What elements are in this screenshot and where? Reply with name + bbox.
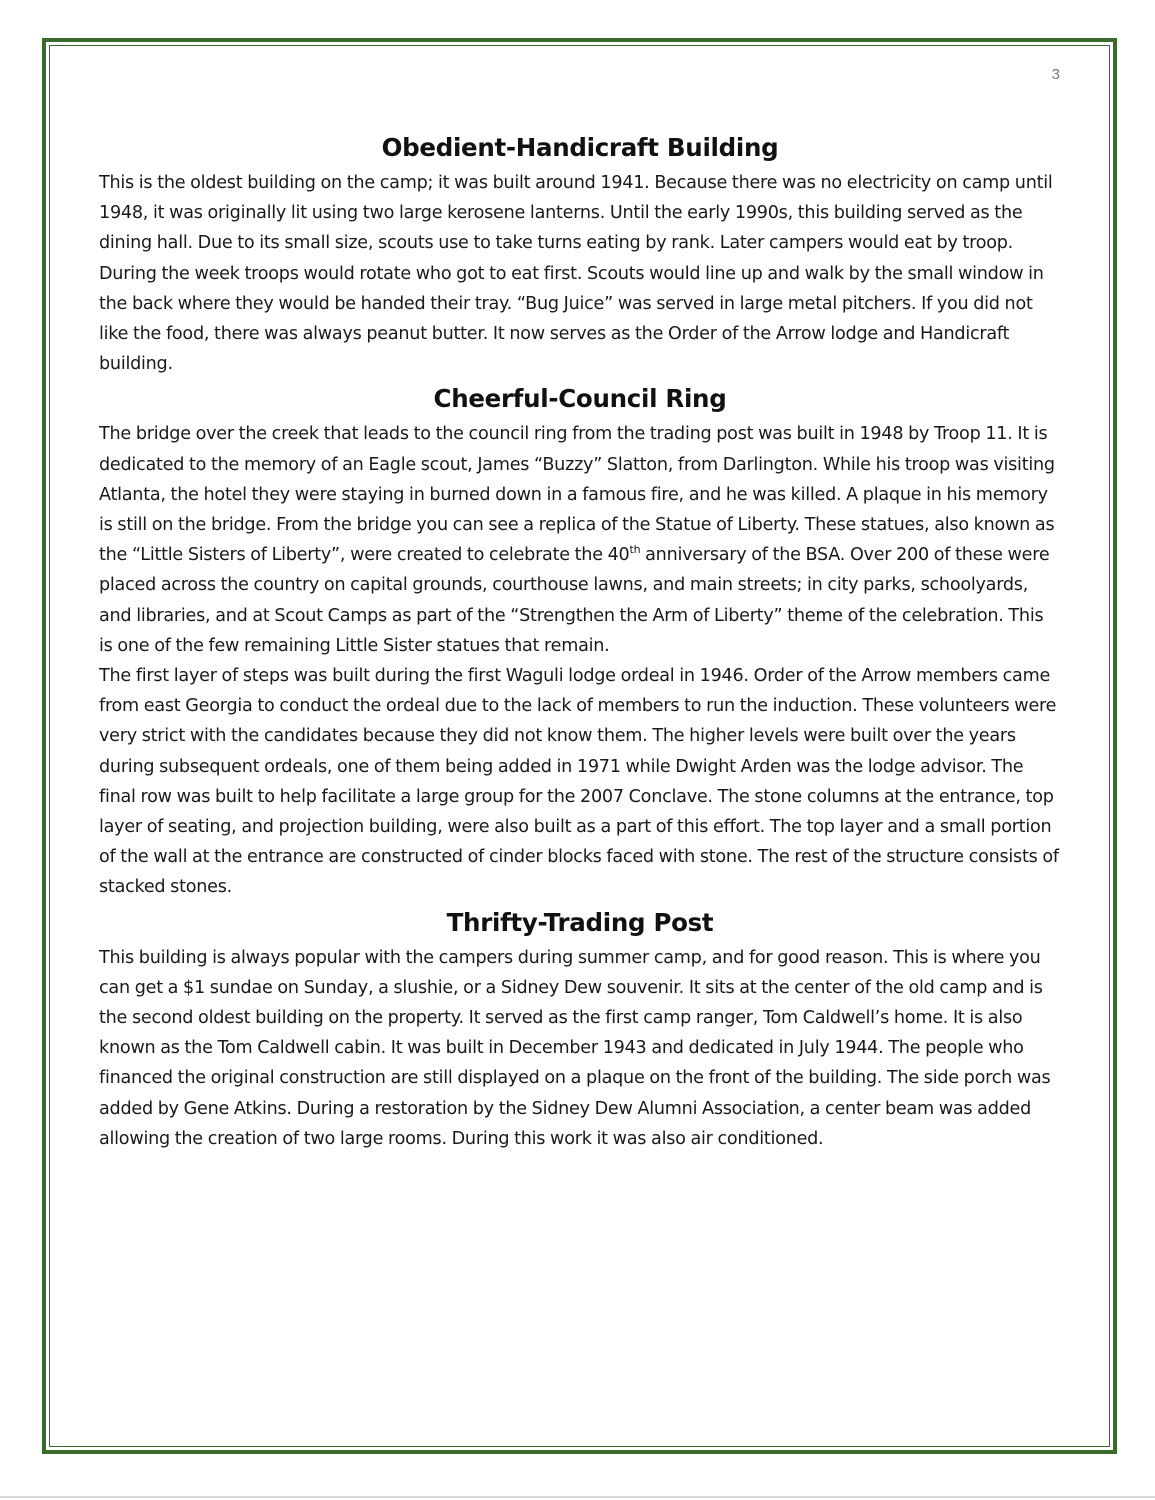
section-heading: Cheerful-Council Ring <box>433 384 727 414</box>
ordinal-suffix: th <box>629 543 641 557</box>
section-paragraph: This building is always popular with the campers during summer camp, and for good reason. This is where you can get a $1 sundae on Sunday, a slushie, or a Sidney Dew souvenir. It sits at the center of the old camp and is the second oldest building on the property. It served as the first camp ranger, Tom Caldwell’s home. It is also known as the Tom Caldwell cabin. It was built in December 1943 and dedicated in July 1944. The people who financed the original construction are still displayed on a plaque on the front of the building. The side porch was added by Gene Atkins. During a restoration by the Sidney Dew Alumni Association, a center beam was added allowing the creation of two large rooms. During this work it was also air conditioned. <box>99 947 1051 1149</box>
section-heading: Thrifty-Trading Post <box>446 907 714 937</box>
section-paragraph: The first layer of steps was built during the first Waguli lodge ordeal in 1946. Order of the Arrow members came from east Georgia to conduct the ordeal due to the lack of members to run the induction. These volunteers were very strict with the candidates because they did not know them. The higher levels were built over the years during subsequent ordeals, one of them being added in 1971 while Dwight Arden was the lodge advisor. The final row was built to help facilitate a large group for the 2007 Conclave. The stone columns at the entrance, top layer of seating, and projection building, were also built as a part of this effort. The top layer and a small portion of the wall at the entrance are constructed of cinder blocks faced with stone. The rest of the structure consists of stacked stones. <box>99 666 1059 898</box>
page-content <box>99 128 1061 1154</box>
section-paragraph <box>99 419 1061 661</box>
page-bottom-divider <box>0 1496 1155 1498</box>
section-cheerful-council-ring <box>99 379 1061 902</box>
section-paragraph: This is the oldest building on the camp; it was built around 1941. Because there was no electricity on camp until 1948, it was originally lit using two large kerosene lanterns. Until the early 1990s, this building served as the dining hall. Due to its small size, scouts use to take turns eating by rank. Later campers would eat by troop. During the week troops would rotate who got to eat first. Scouts would line up and walk by the small window in the back where they would be handed their tray. “Bug Juice” was served in large metal pitchers. If you did not like the food, there was always peanut butter. It now serves as the Order of the Arrow lodge and Handicraft building. <box>99 173 1053 375</box>
paragraph-text: The bridge over the creek that leads to the council ring from the trading post was built in 1948 by Troop 11. It is dedicated to the memory of an Eagle scout, James “Buzzy” Slatton, from Darlington. While his troop was visiting Atlanta, the hotel they were staying in burned down in a famous fire, and he was killed. A plaque in his memory is still on the bridge. From the bridge you can see a replica of the Statue of Liberty. These statues, also known as the “Little Sisters of Liberty”, were created to celebrate the 40 <box>99 424 1055 566</box>
section-thrifty-trading-post <box>99 903 1061 1154</box>
section-heading: Obedient-Handicraft Building <box>381 133 779 162</box>
page-number: 3 <box>1051 66 1060 83</box>
paragraph-text: anniversary of the BSA. Over 200 of these were placed across the country on capital grounds, courthouse lawns, and main streets; in city parks, schoolyards, and libraries, and at Scout Camps as part of the “Strengthen the Arm of Liberty” theme of the celebration. This is one of the few remaining Little Sister statues that remain. <box>99 545 1050 656</box>
section-obedient-handicraft-building <box>99 128 1061 379</box>
